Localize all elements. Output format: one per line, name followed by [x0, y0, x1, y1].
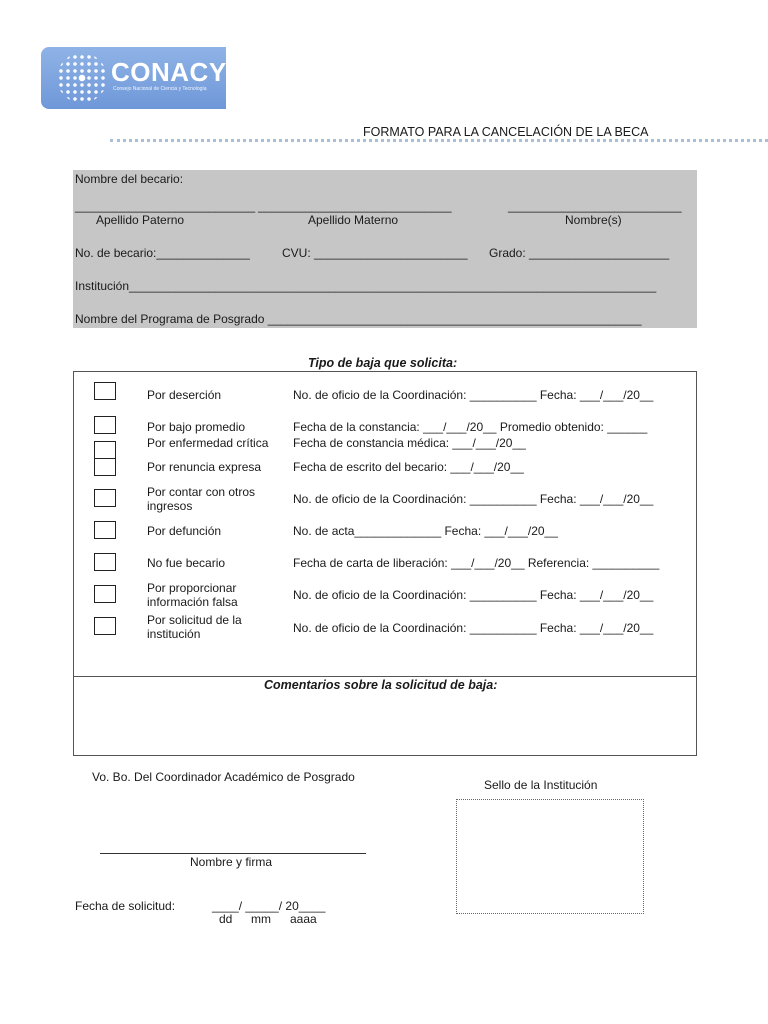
baja-option-checkbox[interactable] — [94, 617, 116, 635]
baja-option-label-line1: No fue becario — [147, 556, 226, 570]
signature-line[interactable] — [100, 853, 366, 854]
baja-option-label-line1: Por bajo promedio — [147, 420, 246, 434]
nombre-firma-label: Nombre y firma — [190, 855, 273, 869]
baja-option-checkbox[interactable] — [94, 553, 116, 571]
fecha-solicitud-field[interactable]: ____/ _____/ 20____ — [212, 899, 326, 913]
baja-option-checkbox[interactable] — [94, 441, 116, 459]
logo-subtitle: Consejo Nacional de Ciencia y Tecnología — [113, 86, 207, 92]
baja-option-checkbox[interactable] — [94, 585, 116, 603]
baja-option-label-line2: información falsa — [147, 595, 238, 609]
sello-label: Sello de la Institución — [484, 778, 598, 792]
baja-option-detail-field[interactable]: No. de oficio de la Coordinación: __________ Fecha: ___/___/20__ — [293, 588, 654, 602]
baja-option-label — [147, 556, 225, 570]
conacyt-logo-mark-icon — [57, 53, 107, 103]
fecha-aaaa-label: aaaa — [290, 912, 317, 926]
conacyt-logo — [41, 47, 244, 109]
baja-option-detail-field[interactable]: Fecha de carta de liberación: ___/___/20__ Referencia: __________ — [293, 556, 660, 570]
baja-option-label — [147, 485, 255, 513]
header-dotted-divider — [110, 139, 768, 142]
fecha-dd-label: dd — [219, 912, 233, 926]
grado-field[interactable]: Grado: _____________________ — [489, 246, 670, 260]
baja-option-label — [147, 436, 268, 450]
baja-option-label — [147, 613, 242, 641]
nombre-becario-label: Nombre del becario: — [75, 172, 184, 186]
baja-option-label-line1: Por renuncia expresa — [147, 460, 262, 474]
baja-option-label — [147, 524, 221, 538]
baja-option-label-line1: Por contar con otros — [147, 485, 256, 499]
no-becario-field[interactable]: No. de becario:______________ — [75, 246, 250, 260]
vobo-label: Vo. Bo. Del Coordinador Académico de Posgrado — [92, 770, 355, 784]
fecha-solicitud-label: Fecha de solicitud: — [75, 899, 176, 913]
baja-option-detail-field[interactable]: Fecha de constancia médica: ___/___/20__ — [293, 436, 526, 450]
baja-option-detail-field[interactable]: Fecha de la constancia: ___/___/20__ Promedio obtenido: ______ — [293, 420, 648, 434]
institucion-field[interactable]: Institución_______________________________________________________________________________ — [75, 279, 657, 293]
baja-option-checkbox[interactable] — [94, 382, 116, 400]
logo-name: CONACYT — [111, 57, 244, 87]
baja-option-label-line1: Por proporcionar — [147, 581, 237, 595]
baja-option-detail-field[interactable]: No. de acta_____________ Fecha: ___/___/20__ — [293, 524, 558, 538]
baja-option-label — [147, 460, 261, 474]
apellido-materno-label: Apellido Materno — [308, 213, 399, 227]
baja-option-label-line1: Por enfermedad crítica — [147, 436, 269, 450]
programa-posgrado-field[interactable]: Nombre del Programa de Posgrado ________________________________________________________ — [75, 312, 642, 326]
apellido-paterno-field[interactable]: ___________________________ — [75, 199, 256, 213]
tipo-baja-heading: Tipo de baja que solicita: — [308, 356, 458, 370]
fecha-mm-label: mm — [251, 912, 271, 926]
baja-option-checkbox[interactable] — [94, 489, 116, 507]
baja-option-detail-field[interactable]: No. de oficio de la Coordinación: __________ Fecha: ___/___/20__ — [293, 621, 654, 635]
baja-option-detail-field[interactable]: Fecha de escrito del becario: ___/___/20__ — [293, 460, 524, 474]
document-title: FORMATO PARA LA CANCELACIÓN DE LA BECA — [363, 125, 649, 139]
baja-option-label — [147, 420, 245, 434]
apellido-paterno-label: Apellido Paterno — [96, 213, 185, 227]
baja-option-label — [147, 388, 221, 402]
comentarios-heading: Comentarios sobre la solicitud de baja: — [264, 678, 498, 692]
baja-option-label-line2: institución — [147, 627, 201, 641]
baja-option-checkbox[interactable] — [94, 521, 116, 539]
baja-option-checkbox[interactable] — [94, 416, 116, 434]
cvu-field[interactable]: CVU: _______________________ — [282, 246, 468, 260]
apellido-materno-field[interactable]: _____________________________ — [258, 199, 452, 213]
baja-option-detail-field[interactable]: No. de oficio de la Coordinación: __________ Fecha: ___/___/20__ — [293, 492, 654, 506]
nombres-field[interactable]: __________________________ — [508, 199, 682, 213]
baja-option-checkbox[interactable] — [94, 458, 116, 476]
baja-option-label-line1: Por solicitud de la — [147, 613, 242, 627]
baja-option-label-line1: Por deserción — [147, 388, 222, 402]
baja-option-label — [147, 581, 238, 609]
baja-option-label-line2: ingresos — [147, 499, 193, 513]
baja-option-label-line1: Por defunción — [147, 524, 222, 538]
sello-box — [456, 799, 644, 914]
nombres-label: Nombre(s) — [565, 213, 622, 227]
baja-option-detail-field[interactable]: No. de oficio de la Coordinación: __________ Fecha: ___/___/20__ — [293, 388, 654, 402]
